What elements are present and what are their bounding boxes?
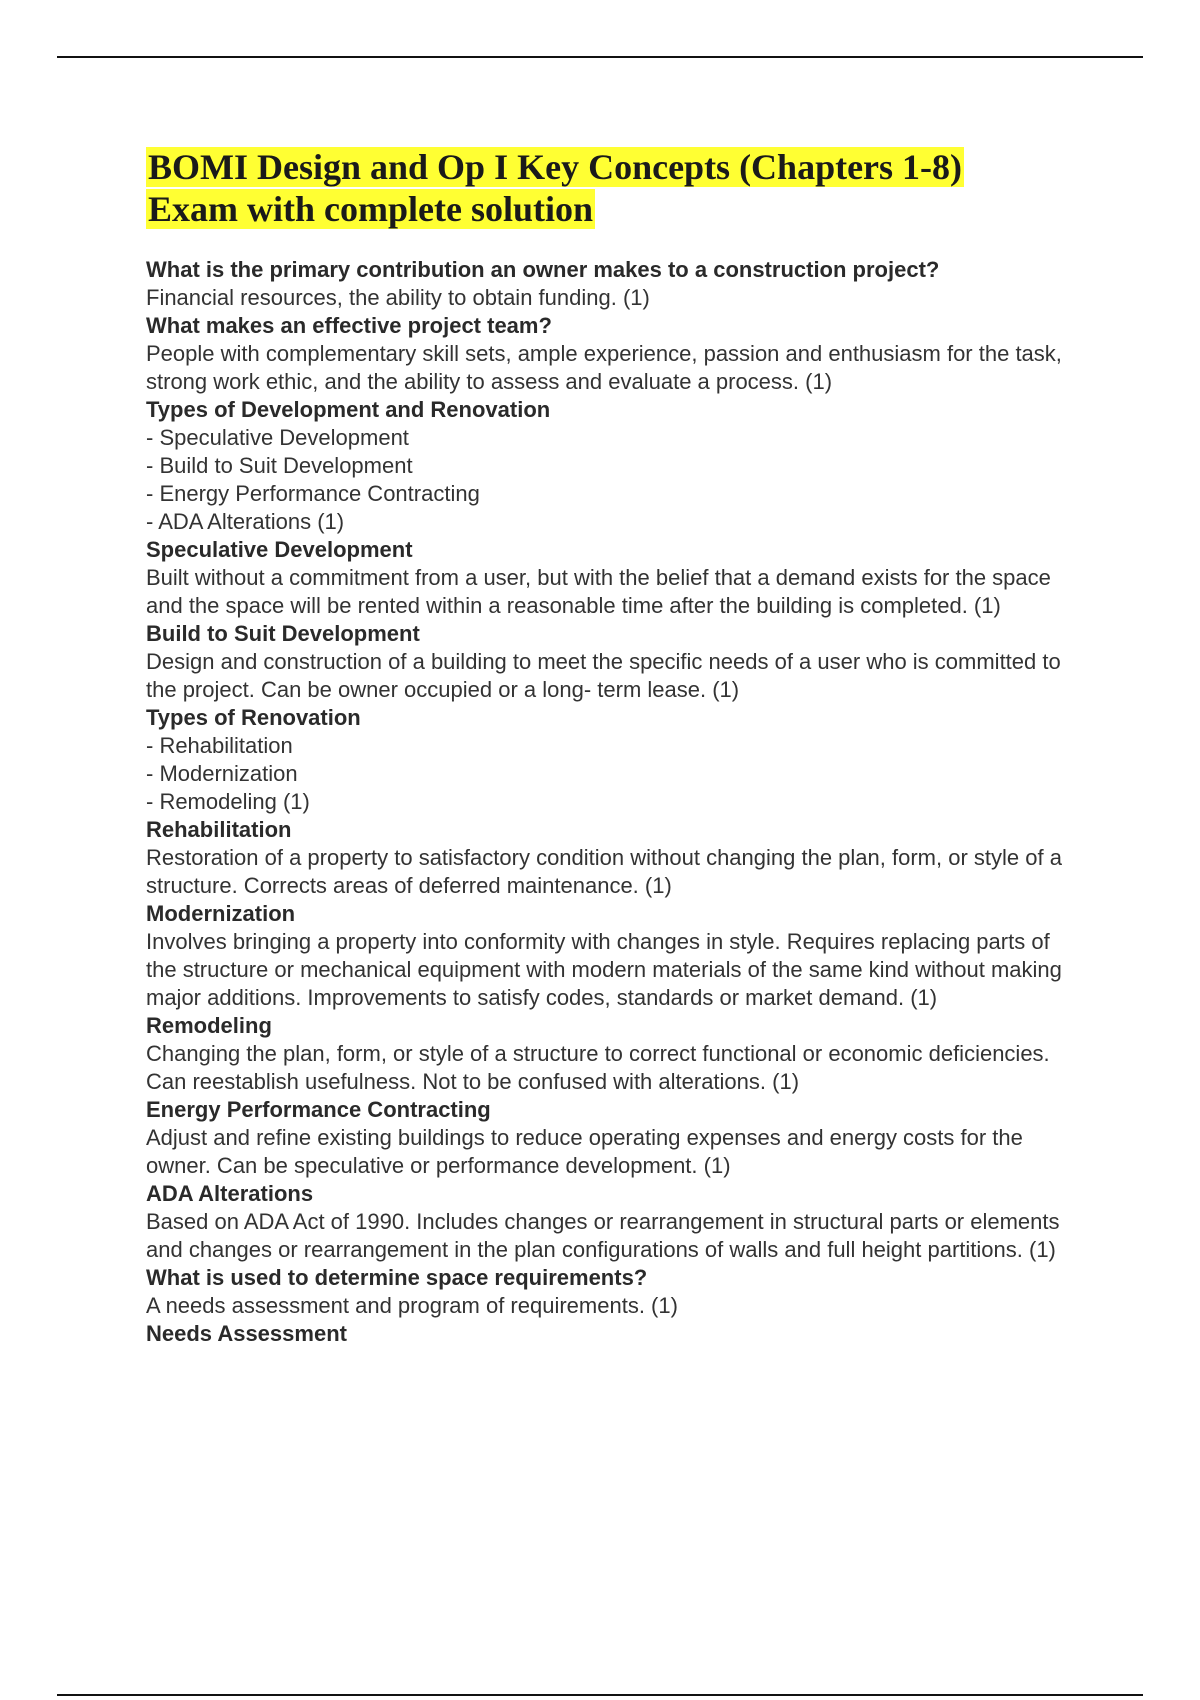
entry-term: Types of Development and Renovation	[146, 397, 551, 422]
entry-definition-line: - Speculative Development	[146, 425, 409, 450]
bottom-rule	[57, 1694, 1143, 1696]
entry-definition-line: - Remodeling (1)	[146, 789, 310, 814]
entry	[146, 536, 1086, 620]
entry-definition-line: Financial resources, the ability to obtain funding. (1)	[146, 285, 650, 310]
top-rule	[57, 56, 1143, 58]
document-title	[146, 146, 1086, 230]
title-line-1: BOMI Design and Op I Key Concepts (Chapters 1-8)	[148, 147, 963, 187]
entry-definition-line: Design and construction of a building to meet the specific needs of a user who is committed to the project. Can be owner occupied or a long- term lease. (1)	[146, 649, 1061, 702]
entry-term: Modernization	[146, 901, 296, 926]
entry-definition-line: - Rehabilitation	[146, 733, 293, 758]
title-line-2: Exam with complete solution	[148, 189, 593, 229]
entry-definition-line: Restoration of a property to satisfactory condition without changing the plan, form, or style of a structure. Corrects areas of deferred maintenance. (1)	[146, 845, 1062, 898]
entry-definition-line: Built without a commitment from a user, but with the belief that a demand exists for the space and the space will be rented within a reasonable time after the building is completed. (1)	[146, 565, 1051, 618]
entry	[146, 900, 1086, 1012]
entry	[146, 1012, 1086, 1096]
entry	[146, 256, 1086, 312]
entry-list	[146, 256, 1086, 1348]
entry-definition-line: - Energy Performance Contracting	[146, 481, 480, 506]
entry-term: Types of Renovation	[146, 705, 361, 730]
entry-term: Energy Performance Contracting	[146, 1097, 491, 1122]
entry	[146, 620, 1086, 704]
entry-definition-line: Adjust and refine existing buildings to reduce operating expenses and energy costs for the owner. Can be speculative or performance development. (1)	[146, 1125, 1023, 1178]
entry	[146, 816, 1086, 900]
entry	[146, 312, 1086, 396]
entry	[146, 704, 1086, 816]
entry-term: Speculative Development	[146, 537, 413, 562]
entry-definition-line: Based on ADA Act of 1990. Includes changes or rearrangement in structural parts or elements and changes or rearrangement in the plan configurations of walls and full height partitions. (1)	[146, 1209, 1060, 1262]
entry-definition-line: Involves bringing a property into conformity with changes in style. Requires replacing parts of the structure or mechanical equipment with modern materials of the same kind without making major additions. Improvements to satisfy codes, standards or market demand. (1)	[146, 929, 1062, 1010]
entry	[146, 1320, 1086, 1348]
entry-term: What is the primary contribution an owner makes to a construction project?	[146, 257, 940, 282]
entry-definition-line: - Modernization	[146, 761, 298, 786]
title-highlight	[146, 147, 964, 229]
entry	[146, 396, 1086, 536]
entry-term: Remodeling	[146, 1013, 272, 1038]
entry-term: What is used to determine space requirements?	[146, 1265, 648, 1290]
entry-term: Build to Suit Development	[146, 621, 420, 646]
entry-term: Rehabilitation	[146, 817, 292, 842]
document-body	[146, 146, 1086, 1348]
entry-term: ADA Alterations	[146, 1181, 314, 1206]
entry-definition-line: A needs assessment and program of requirements. (1)	[146, 1293, 678, 1318]
entry-definition-line: Changing the plan, form, or style of a structure to correct functional or economic deficiencies. Can reestablish usefulness. Not to be confused with alterations. (1)	[146, 1041, 1050, 1094]
entry-definition-line: - ADA Alterations (1)	[146, 509, 345, 534]
entry	[146, 1096, 1086, 1180]
entry-term: What makes an effective project team?	[146, 313, 552, 338]
entry-definition-line: - Build to Suit Development	[146, 453, 413, 478]
entry	[146, 1264, 1086, 1320]
entry-term: Needs Assessment	[146, 1321, 347, 1346]
entry-definition-line: People with complementary skill sets, ample experience, passion and enthusiasm for the task, strong work ethic, and the ability to assess and evaluate a process. (1)	[146, 341, 1062, 394]
entry	[146, 1180, 1086, 1264]
